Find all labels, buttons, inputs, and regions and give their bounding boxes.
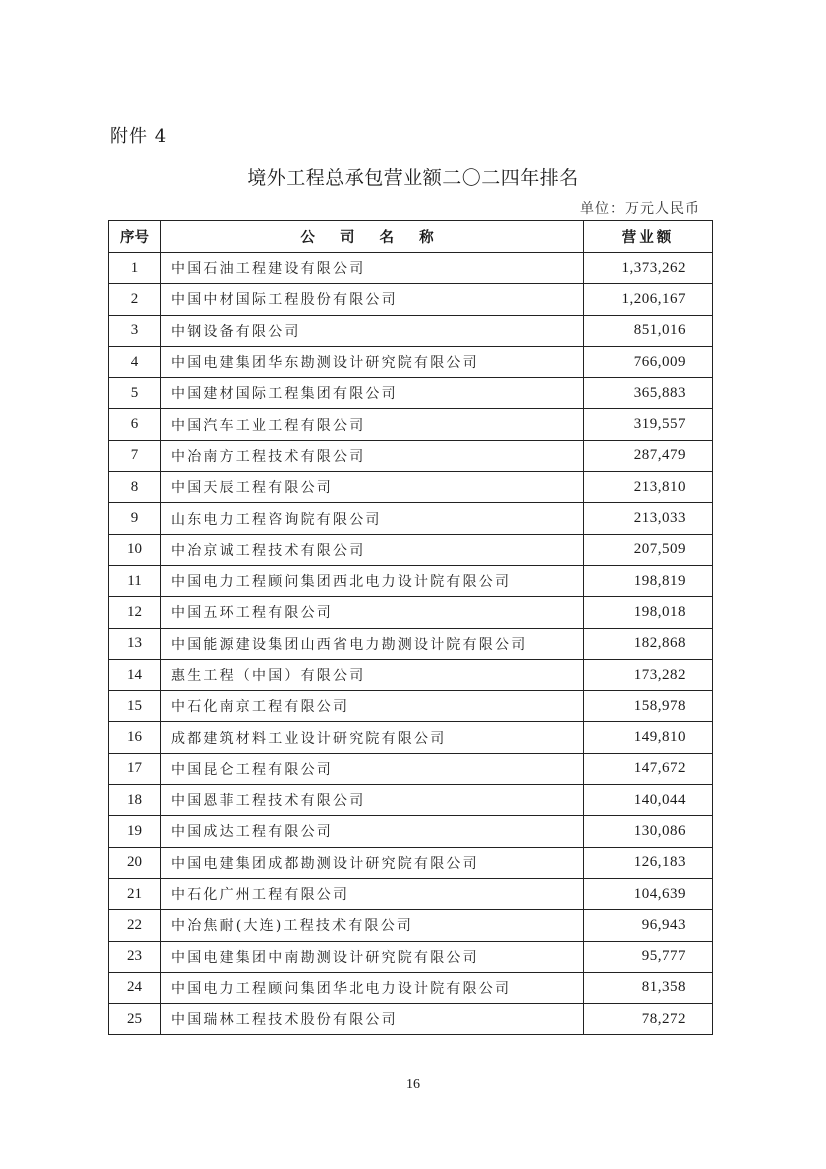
rank-cell: 22 xyxy=(109,910,161,941)
revenue-cell: 96,943 xyxy=(584,910,713,941)
rank-cell: 9 xyxy=(109,503,161,534)
rank-cell: 18 xyxy=(109,785,161,816)
company-name-cell: 中石化广州工程有限公司 xyxy=(161,878,584,909)
table-row xyxy=(109,409,713,440)
company-name-cell: 中国恩菲工程技术有限公司 xyxy=(161,785,584,816)
revenue-cell: 766,009 xyxy=(584,346,713,377)
company-name-cell: 中冶京诚工程技术有限公司 xyxy=(161,534,584,565)
table-row xyxy=(109,534,713,565)
company-name-cell: 中国汽车工业工程有限公司 xyxy=(161,409,584,440)
company-name-cell: 中国电建集团成都勘测设计研究院有限公司 xyxy=(161,847,584,878)
company-name-cell: 中国天辰工程有限公司 xyxy=(161,472,584,503)
table-row xyxy=(109,941,713,972)
table-row xyxy=(109,910,713,941)
revenue-cell: 365,883 xyxy=(584,378,713,409)
revenue-cell: 198,819 xyxy=(584,565,713,596)
company-name-cell: 成都建筑材料工业设计研究院有限公司 xyxy=(161,722,584,753)
revenue-cell: 104,639 xyxy=(584,878,713,909)
rank-cell: 21 xyxy=(109,878,161,909)
table-row xyxy=(109,691,713,722)
table-row xyxy=(109,1004,713,1035)
table-row xyxy=(109,253,713,284)
revenue-cell: 147,672 xyxy=(584,753,713,784)
company-name-cell: 中冶焦耐(大连)工程技术有限公司 xyxy=(161,910,584,941)
table-row xyxy=(109,972,713,1003)
attachment-label: 附件 4 xyxy=(110,126,168,147)
rank-cell: 25 xyxy=(109,1004,161,1035)
revenue-cell: 1,206,167 xyxy=(584,284,713,315)
revenue-cell: 287,479 xyxy=(584,440,713,471)
company-name-cell: 中国中材国际工程股份有限公司 xyxy=(161,284,584,315)
company-name-cell: 中国成达工程有限公司 xyxy=(161,816,584,847)
company-name-cell: 山东电力工程咨询院有限公司 xyxy=(161,503,584,534)
unit-label: 单位：万元人民币 xyxy=(580,201,700,217)
revenue-cell: 130,086 xyxy=(584,816,713,847)
company-name-cell: 中钢设备有限公司 xyxy=(161,315,584,346)
rank-cell: 19 xyxy=(109,816,161,847)
table-row xyxy=(109,847,713,878)
revenue-cell: 173,282 xyxy=(584,659,713,690)
table-row xyxy=(109,440,713,471)
table-row xyxy=(109,284,713,315)
rank-cell: 17 xyxy=(109,753,161,784)
rank-cell: 23 xyxy=(109,941,161,972)
table-row xyxy=(109,722,713,753)
company-name-cell: 中国瑞林工程技术股份有限公司 xyxy=(161,1004,584,1035)
revenue-cell: 182,868 xyxy=(584,628,713,659)
rank-cell: 1 xyxy=(109,253,161,284)
company-name-cell: 中石化南京工程有限公司 xyxy=(161,691,584,722)
company-name-cell: 中国五环工程有限公司 xyxy=(161,597,584,628)
table-header-row xyxy=(109,221,713,253)
rank-cell: 15 xyxy=(109,691,161,722)
table-row xyxy=(109,816,713,847)
rank-cell: 24 xyxy=(109,972,161,1003)
rank-cell: 20 xyxy=(109,847,161,878)
table-row xyxy=(109,628,713,659)
company-name-cell: 中国昆仑工程有限公司 xyxy=(161,753,584,784)
company-name-cell: 中国电力工程顾问集团西北电力设计院有限公司 xyxy=(161,565,584,596)
table-row xyxy=(109,346,713,377)
rank-cell: 16 xyxy=(109,722,161,753)
table-row xyxy=(109,503,713,534)
rank-cell: 2 xyxy=(109,284,161,315)
page-title: 境外工程总承包营业额二〇二四年排名 xyxy=(247,167,579,189)
table-row xyxy=(109,378,713,409)
table-row xyxy=(109,753,713,784)
table-row xyxy=(109,472,713,503)
revenue-cell: 95,777 xyxy=(584,941,713,972)
revenue-cell: 140,044 xyxy=(584,785,713,816)
header-rank: 序号 xyxy=(109,221,161,253)
rank-cell: 14 xyxy=(109,659,161,690)
table-row xyxy=(109,565,713,596)
revenue-cell: 207,509 xyxy=(584,534,713,565)
rank-cell: 6 xyxy=(109,409,161,440)
company-name-cell: 惠生工程（中国）有限公司 xyxy=(161,659,584,690)
table-row xyxy=(109,315,713,346)
table-row xyxy=(109,659,713,690)
company-name-cell: 中国电建集团华东勘测设计研究院有限公司 xyxy=(161,346,584,377)
revenue-cell: 126,183 xyxy=(584,847,713,878)
table-row xyxy=(109,597,713,628)
revenue-cell: 319,557 xyxy=(584,409,713,440)
rank-cell: 7 xyxy=(109,440,161,471)
revenue-cell: 213,810 xyxy=(584,472,713,503)
ranking-table xyxy=(108,220,713,1035)
page-number: 16 xyxy=(406,1077,420,1092)
rank-cell: 8 xyxy=(109,472,161,503)
revenue-cell: 1,373,262 xyxy=(584,253,713,284)
revenue-cell: 81,358 xyxy=(584,972,713,1003)
header-revenue: 营业额 xyxy=(584,221,713,253)
rank-cell: 10 xyxy=(109,534,161,565)
header-company-name: 公 司 名 称 xyxy=(161,221,584,253)
rank-cell: 13 xyxy=(109,628,161,659)
rank-cell: 4 xyxy=(109,346,161,377)
table-row xyxy=(109,878,713,909)
company-name-cell: 中国石油工程建设有限公司 xyxy=(161,253,584,284)
revenue-cell: 198,018 xyxy=(584,597,713,628)
company-name-cell: 中国建材国际工程集团有限公司 xyxy=(161,378,584,409)
revenue-cell: 851,016 xyxy=(584,315,713,346)
table-row xyxy=(109,785,713,816)
revenue-cell: 213,033 xyxy=(584,503,713,534)
revenue-cell: 158,978 xyxy=(584,691,713,722)
rank-cell: 5 xyxy=(109,378,161,409)
company-name-cell: 中国电建集团中南勘测设计研究院有限公司 xyxy=(161,941,584,972)
company-name-cell: 中冶南方工程技术有限公司 xyxy=(161,440,584,471)
rank-cell: 12 xyxy=(109,597,161,628)
revenue-cell: 149,810 xyxy=(584,722,713,753)
company-name-cell: 中国能源建设集团山西省电力勘测设计院有限公司 xyxy=(161,628,584,659)
rank-cell: 3 xyxy=(109,315,161,346)
company-name-cell: 中国电力工程顾问集团华北电力设计院有限公司 xyxy=(161,972,584,1003)
revenue-cell: 78,272 xyxy=(584,1004,713,1035)
rank-cell: 11 xyxy=(109,565,161,596)
